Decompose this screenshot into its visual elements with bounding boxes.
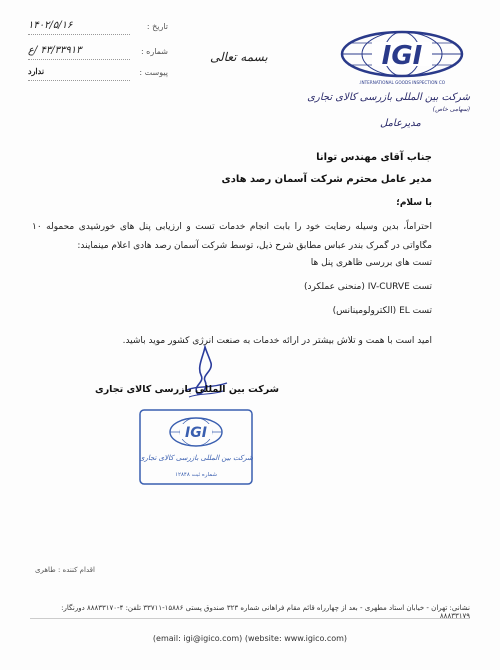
signature-company: شرکت بین المللی بازرسی کالای تجاری (95, 384, 279, 395)
footer-divider (30, 618, 470, 619)
number-row (28, 45, 168, 61)
footer-address: نشانی: تهران - خیابان استاد مطهری - بعد از چهارراه قائم مقام فراهانی شماره ۳۲۳ صندوق پستی ۱۵۸۸۶-۳۳۷۱۱ تلفن: ۴-۸۸۸۳۳۱۷۰ دورنگار: ۸۸۸۳۳۱۷۹ (61, 604, 470, 620)
stamp-reg: شماره ثبت ۱۲۸۴۸ (175, 472, 217, 478)
list-item-iv-curve: تست IV-CURVE (منحنی عملکرد) (303, 282, 432, 292)
logo-text: IGI (381, 41, 423, 71)
stamp-logo-text: IGI (185, 425, 207, 441)
list-title: تست های بررسی ظاهری پنل ها (310, 258, 432, 268)
attachment-row (28, 66, 168, 82)
footer-contact: (email: igi@igico.com) (website: www.igico.com) (152, 634, 348, 643)
body-paragraph: احتراماً، بدین وسیله رضایت خود را بابت انجام خدمات تست و ارزیابی پنل های خورشیدی محموله ۱۰ مگاواتی در گمرک بندر عباس مطابق شرح ذیل، توسط شرکت آسمان رصد هادی اعلام مینمایند: (32, 222, 432, 251)
date-value: ۱۴۰۲/۵/۱۶ (28, 20, 73, 31)
attachment-label: پیوست : (139, 68, 168, 77)
basmala: بسمه تعالی (210, 50, 268, 64)
attachment-value: ندارد (28, 66, 45, 76)
ceo-handwritten: مدیرعامل (380, 118, 421, 129)
date-row (28, 20, 168, 36)
stamp-company: شرکت بین المللی بازرسی کالای تجاری (139, 454, 253, 462)
logo-subtext: INTERNATIONAL GOODS INSPECTION CO. (358, 80, 446, 85)
company-stamp (138, 408, 254, 486)
list-item-el: تست EL (الکترولومینانس) (332, 306, 432, 316)
recipient-position: مدیر عامل محترم شرکت آسمان رصد هادی (221, 174, 432, 185)
company-header (300, 92, 470, 114)
number-value: ۴۳/۳۳۹۱۳ /ع (28, 45, 82, 56)
greeting: با سلام؛ (396, 198, 432, 208)
date-label: تاریخ : (146, 22, 168, 31)
number-label: شماره : (140, 47, 168, 56)
company-name: شرکت بین المللی بازرسی کالای تجاری (307, 92, 470, 103)
closing-sentence: امید است با همت و تلاش بیشتر در ارائه خدمات به صنعت انرژی کشور موید باشید. (122, 336, 432, 346)
company-logo (338, 28, 466, 88)
company-suffix: (سهامی خاص) (432, 106, 470, 113)
action-by: اقدام کننده : طاهری (35, 566, 95, 574)
recipient: جناب آقای مهندس توانا (316, 152, 432, 163)
